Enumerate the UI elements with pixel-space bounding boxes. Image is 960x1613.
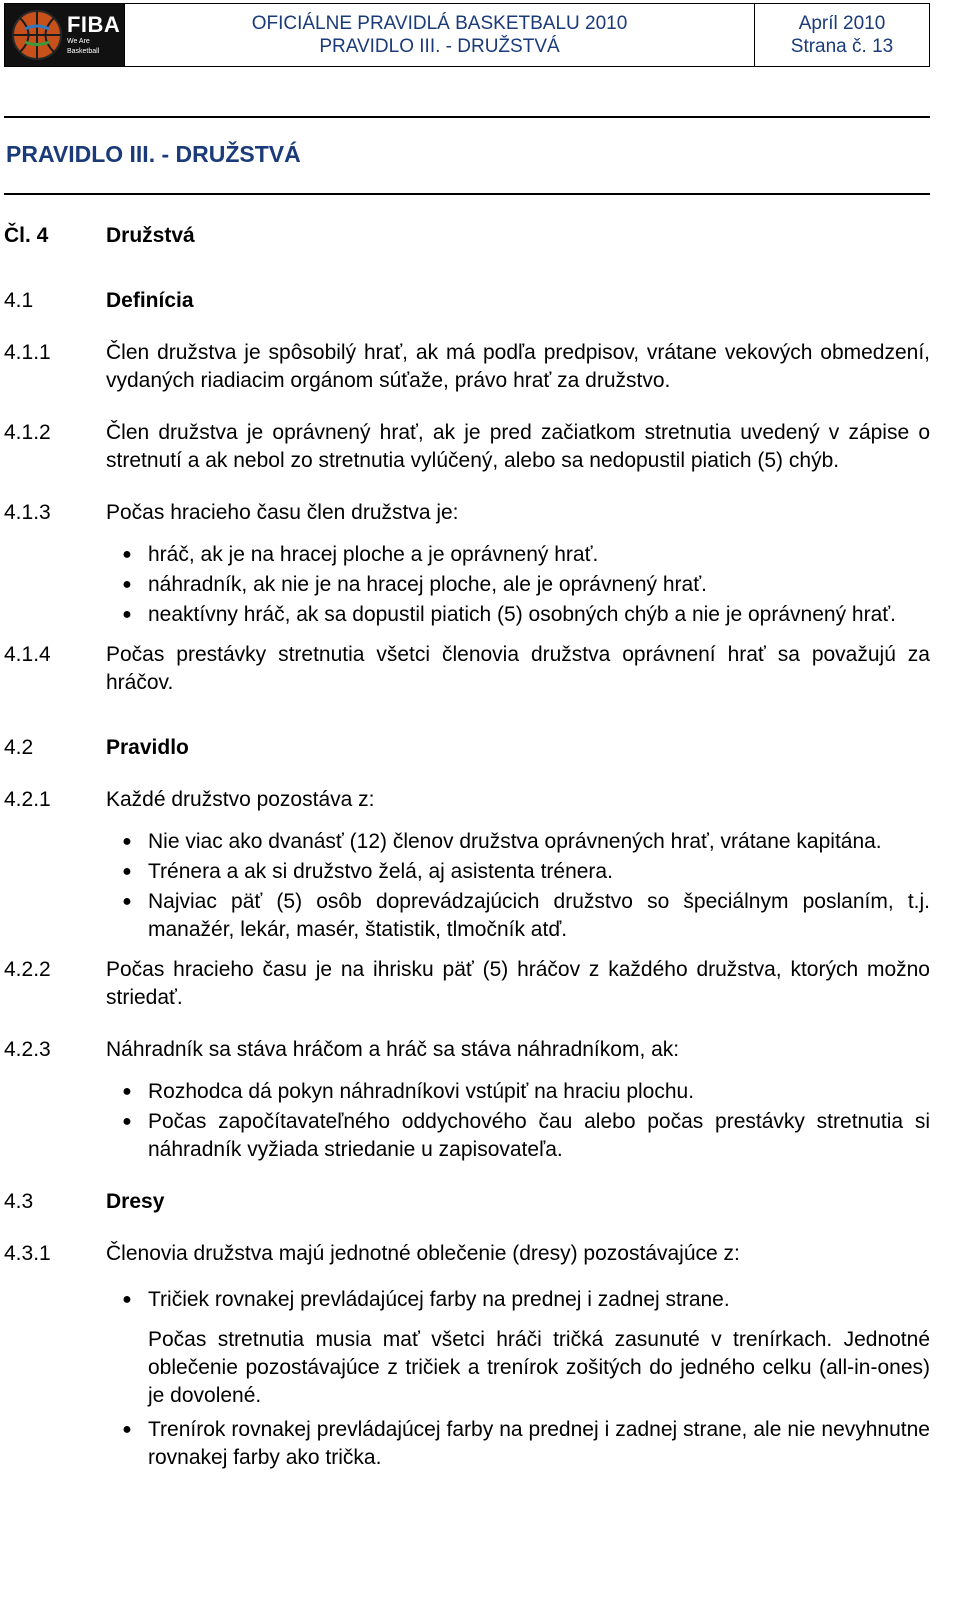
clause-text: Každé družstvo pozostáva z: xyxy=(106,788,375,811)
section-heading xyxy=(4,1188,930,1216)
section-number: 4.2 xyxy=(4,736,34,759)
page-header xyxy=(4,3,930,67)
list-item-text: Nie viac ako dvanásť (12) členov družstva oprávnených hrať, vrátane kapitána. xyxy=(148,830,882,853)
section-title: Definícia xyxy=(106,289,194,312)
bullet-icon: ● xyxy=(122,1083,132,1100)
list-item xyxy=(106,601,930,629)
section-title: Pravidlo xyxy=(106,736,189,759)
rule-clause xyxy=(4,786,930,814)
list-item-text: neaktívny hráč, ak sa dopustil piatich (5) osobných chýb a nie je oprávnený hrať. xyxy=(148,603,896,626)
section-heading xyxy=(4,734,930,762)
clause-text: Počas hracieho času člen družstva je: xyxy=(106,501,459,524)
bullet-icon: ● xyxy=(122,546,132,563)
list-item xyxy=(106,1108,930,1164)
top-divider xyxy=(4,116,930,118)
bullet-list xyxy=(106,1286,930,1314)
header-page-number: Strana č. 13 xyxy=(790,36,894,57)
basketball-icon xyxy=(11,9,63,61)
list-item-text: Najviac päť (5) osôb doprevádzajúcich družstvo so špeciálnym poslaním, t.j. manažér, lekár, masér, štatistik, tlmočník atď. xyxy=(148,890,930,941)
clause-number: 4.2.1 xyxy=(4,788,51,811)
bullet-icon: ● xyxy=(122,833,132,850)
clause-number: 4.1.4 xyxy=(4,643,51,666)
bullet-icon: ● xyxy=(122,863,132,880)
header-date: Apríl 2010 xyxy=(798,13,886,34)
rule-clause xyxy=(4,499,930,527)
clause-note: Počas stretnutia musia mať všetci hráči tričká zasunuté v trenírkach. Jednotné oblečenie pozostávajúce z tričiek a trenírok zošitých do jedného celku (all-in-ones) je dovolené. xyxy=(148,1328,930,1407)
list-item-text: Trénera a ak si družstvo želá, aj asistenta trénera. xyxy=(148,860,613,883)
list-item xyxy=(106,1078,930,1106)
header-title-line1: OFICIÁLNE PRAVIDLÁ BASKETBALU 2010 xyxy=(251,13,628,34)
header-title-line2: PRAVIDLO III. - DRUŽSTVÁ xyxy=(319,36,560,57)
logo-word: FIBA xyxy=(66,12,121,37)
header-title xyxy=(125,4,755,66)
bullet-list xyxy=(106,541,930,629)
rule-clause xyxy=(4,641,930,697)
rule-clause xyxy=(4,419,930,475)
list-item xyxy=(106,888,930,944)
bullet-list xyxy=(106,1078,930,1164)
clause-text: Člen družstva je oprávnený hrať, ak je pred začiatkom stretnutia uvedený v zápise o stretnutí a ak nebol zo stretnutia vylúčený, alebo sa nedopustil piatich (5) chýb. xyxy=(106,421,930,472)
clause-text: Členovia družstva majú jednotné oblečenie (dresy) pozostávajúce z: xyxy=(106,1242,740,1265)
list-item xyxy=(106,828,930,856)
list-item-text: hráč, ak je na hracej ploche a je oprávnený hrať. xyxy=(148,543,599,566)
list-item xyxy=(106,571,930,599)
list-item xyxy=(106,858,930,886)
article-title: Družstvá xyxy=(106,224,195,247)
bullet-icon: ● xyxy=(122,1291,132,1308)
list-item xyxy=(106,1416,930,1472)
logo-tagline: We Are Basketball xyxy=(66,38,100,55)
list-item xyxy=(106,541,930,569)
section-heading xyxy=(4,287,930,315)
clause-text: Člen družstva je spôsobilý hrať, ak má podľa predpisov, vrátane vekových obmedzení, vydaných riadiacim orgánom súťaže, právo hrať za družstvo. xyxy=(106,341,930,392)
page-title: PRAVIDLO III. - DRUŽSTVÁ xyxy=(6,141,301,167)
bullet-icon: ● xyxy=(122,893,132,910)
list-item-text: Tričiek rovnakej prevládajúcej farby na prednej i zadnej strane. xyxy=(148,1288,730,1311)
clause-number: 4.1.1 xyxy=(4,341,51,364)
list-item-text: Rozhodca dá pokyn náhradníkovi vstúpiť na hraciu plochu. xyxy=(148,1080,695,1103)
list-item-text: Trenírok rovnakej prevládajúcej farby na prednej i zadnej strane, ale nie nevyhnutne rovnakej farby ako trička. xyxy=(148,1418,930,1469)
clause-number: 4.3.1 xyxy=(4,1242,51,1265)
clause-text: Počas hracieho času je na ihrisku päť (5) hráčov z každého družstva, ktorých možno striedať. xyxy=(106,958,930,1009)
document-body xyxy=(4,222,930,1472)
bullet-icon: ● xyxy=(122,606,132,623)
rule-clause xyxy=(4,339,930,395)
fiba-logo xyxy=(5,4,125,66)
rule-clause xyxy=(4,1240,930,1268)
list-item xyxy=(106,1286,930,1314)
bullet-icon: ● xyxy=(122,576,132,593)
section-number: 4.1 xyxy=(4,289,34,312)
clause-number: 4.1.3 xyxy=(4,501,51,524)
section-title: Dresy xyxy=(106,1190,165,1213)
list-item-text: Počas započítavateľného oddychového čau alebo počas prestávky stretnutia si náhradník vyžiada striedanie u zapisovateľa. xyxy=(148,1110,930,1161)
rule-clause xyxy=(4,956,930,1012)
bullet-list xyxy=(106,828,930,944)
clause-number: 4.2.3 xyxy=(4,1038,51,1061)
header-meta xyxy=(755,4,929,66)
clause-text: Náhradník sa stáva hráčom a hráč sa stáva náhradníkom, ak: xyxy=(106,1038,680,1061)
article-heading xyxy=(4,222,930,250)
bullet-list xyxy=(106,1416,930,1472)
bullet-icon: ● xyxy=(122,1421,132,1438)
clause-number: 4.1.2 xyxy=(4,421,51,444)
bullet-icon: ● xyxy=(122,1113,132,1130)
list-item-text: náhradník, ak nie je na hracej ploche, ale je oprávnený hrať. xyxy=(148,573,707,596)
clause-number: 4.2.2 xyxy=(4,958,51,981)
rule-clause xyxy=(4,1036,930,1064)
title-divider xyxy=(4,193,930,195)
article-number: Čl. 4 xyxy=(4,224,49,247)
section-number: 4.3 xyxy=(4,1190,34,1213)
clause-text: Počas prestávky stretnutia všetci členovia družstva oprávnení hrať sa považujú za hráčov. xyxy=(106,643,930,694)
